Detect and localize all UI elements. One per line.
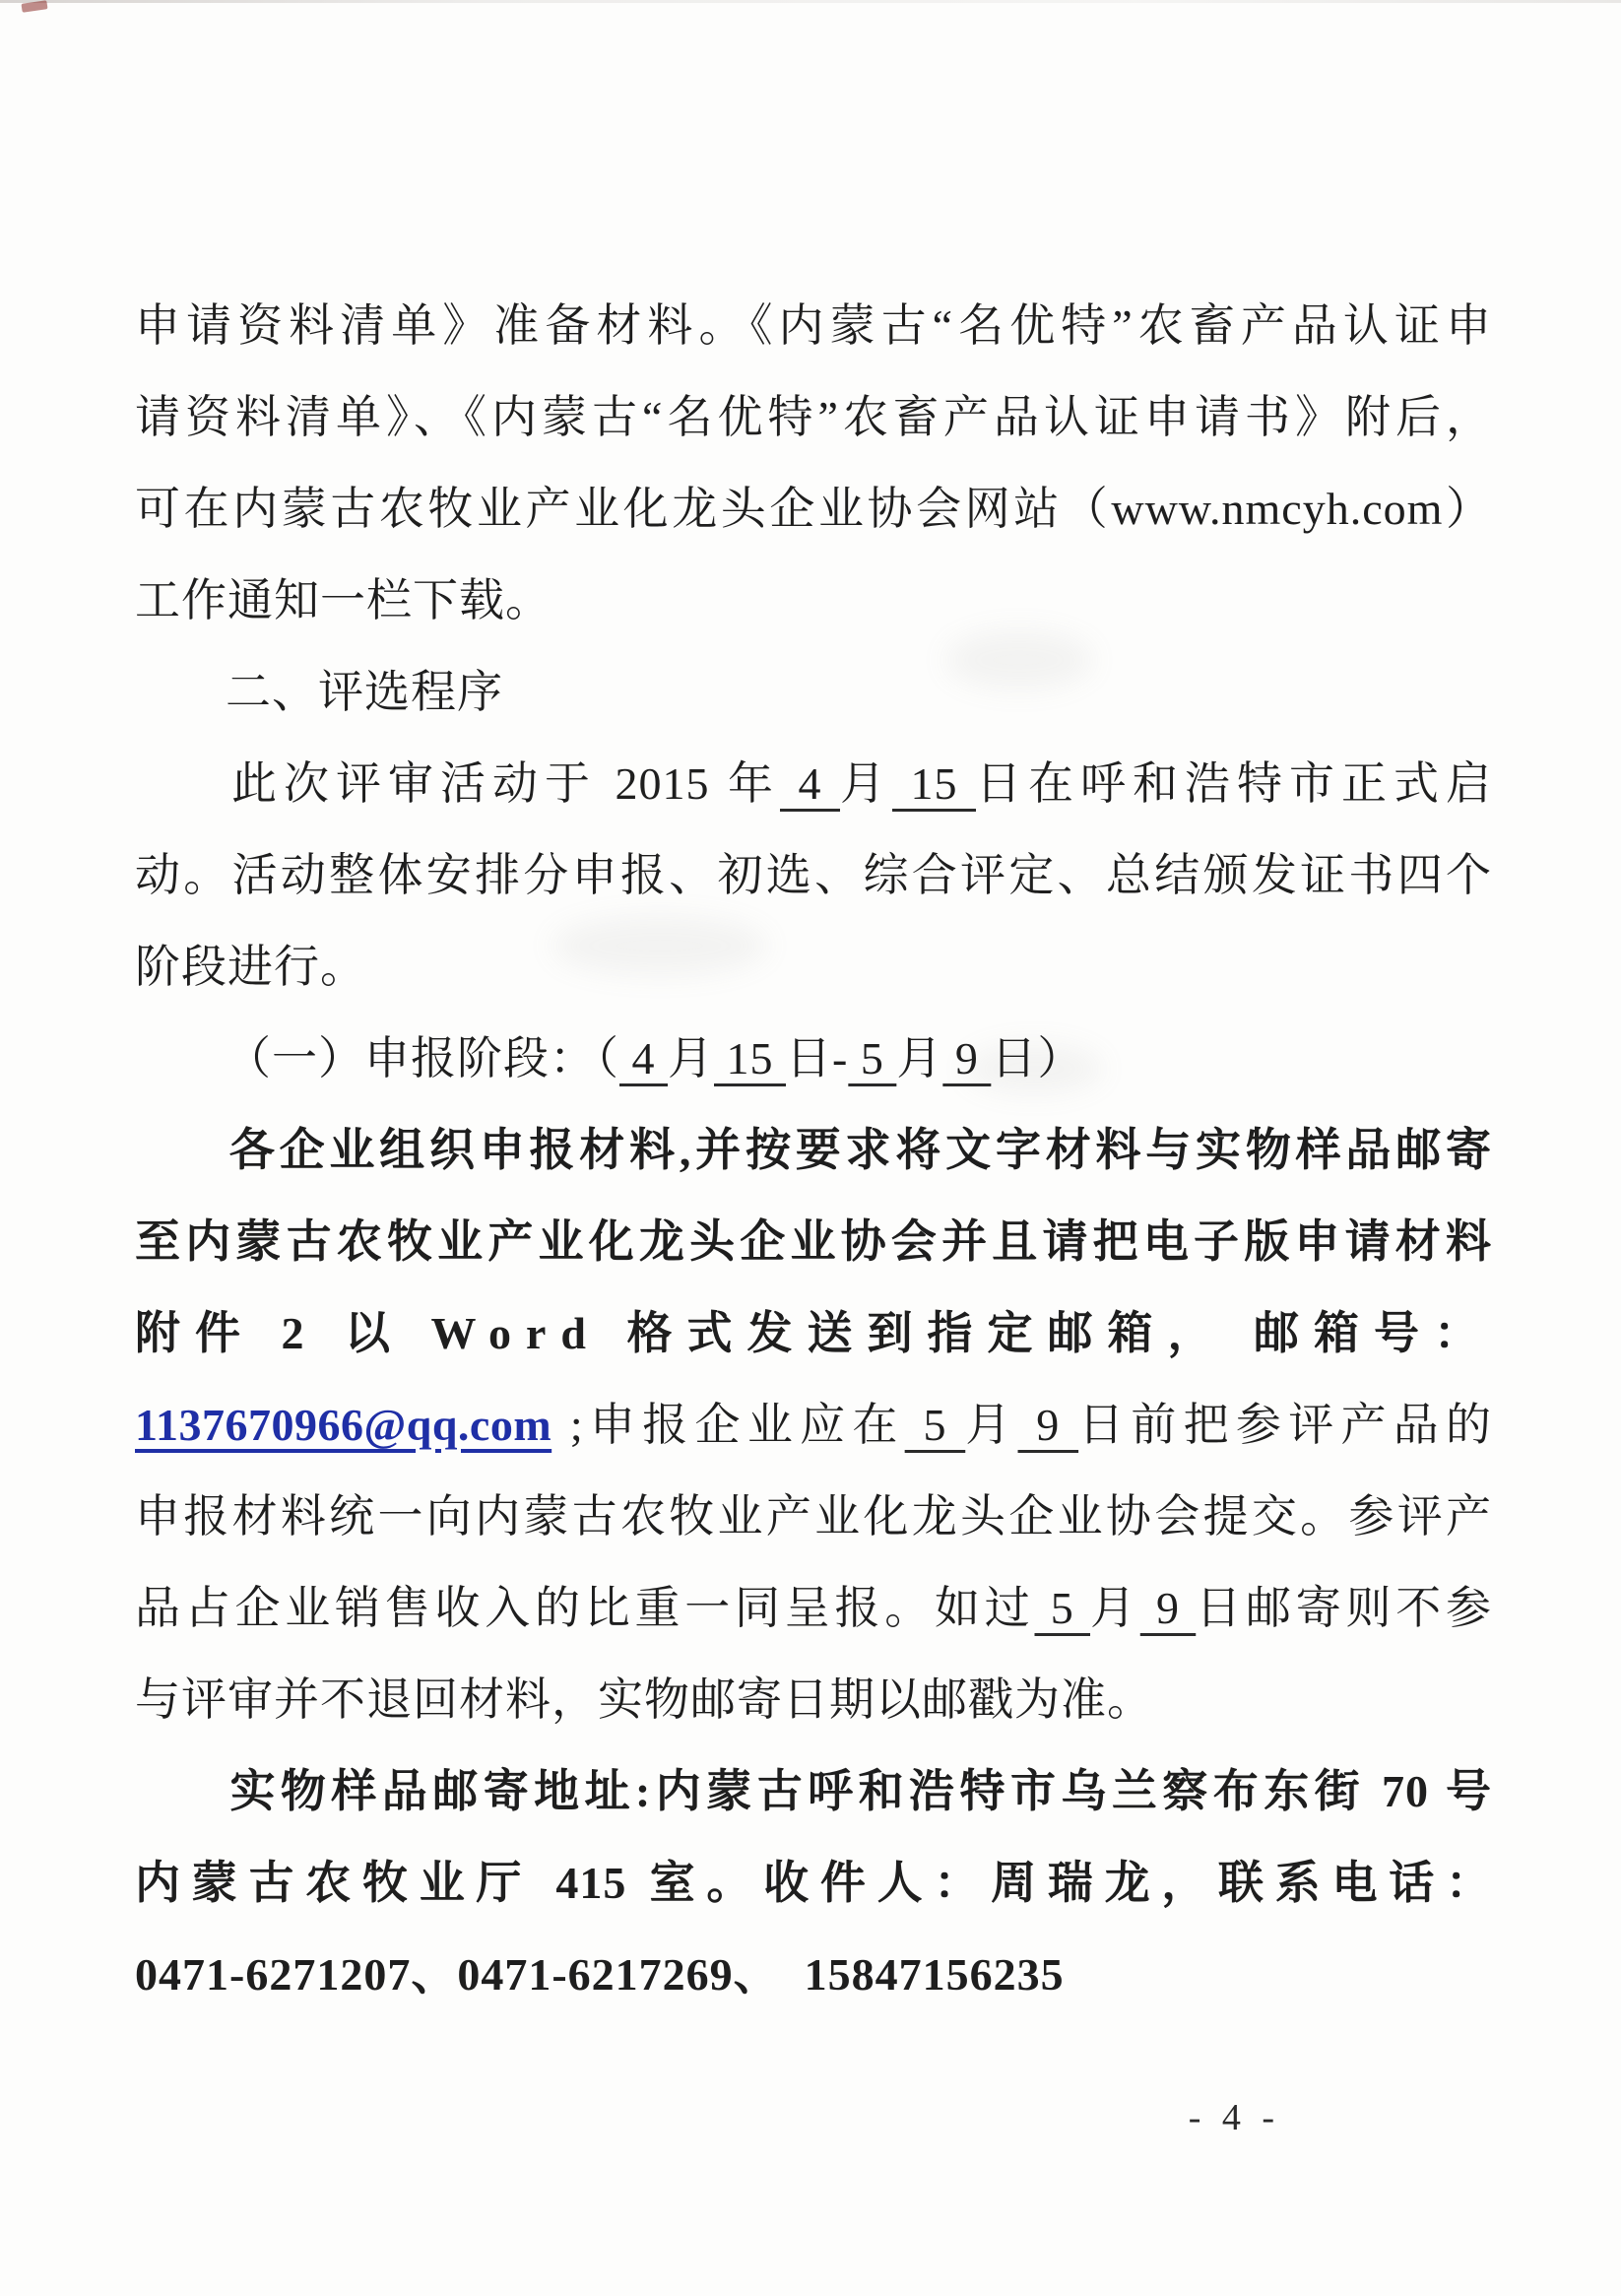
document-line — [135, 829, 1492, 921]
underlined-blank: 4 — [780, 758, 840, 809]
text-segment: 月 — [1090, 1583, 1140, 1633]
document-line — [135, 1196, 1492, 1287]
text-segment: 至内蒙古农牧业产业化龙头企业协会并且请把电子版申请材料 — [135, 1216, 1492, 1267]
underlined-blank: 15 — [714, 1033, 786, 1083]
text-segment: 日在呼和浩特市正式启 — [976, 758, 1492, 809]
text-segment: 日- — [786, 1033, 849, 1083]
document-line — [135, 1745, 1492, 1837]
text-segment: 月 — [896, 1033, 943, 1083]
document-line — [135, 1379, 1492, 1471]
text-segment: 动。活动整体安排分申报、初选、综合评定、总结颁发证书四个 — [135, 850, 1492, 900]
text-segment: 日邮寄则不参 — [1196, 1583, 1492, 1633]
text-segment: 与评审并不退回材料，实物邮寄日期以邮戳为准。 — [135, 1674, 1153, 1725]
text-segment: 实物样品邮寄地址:内蒙古呼和浩特市乌兰察布东街 70 号 — [226, 1766, 1492, 1816]
text-segment: 二、评选程序 — [226, 667, 503, 717]
text-segment: 申请资料清单》准备材料。《内蒙古“名优特”农畜产品认证申 — [135, 300, 1492, 351]
email-link[interactable]: 1137670966@qq.com — [135, 1400, 552, 1450]
text-segment: 各企业组织申报材料,并按要求将文字材料与实物样品邮寄 — [226, 1125, 1492, 1175]
text-segment: ;申报企业应在 — [551, 1400, 905, 1450]
text-segment: 可在内蒙古农牧业产业化龙头企业协会网站（www.nmcyh.com） — [135, 484, 1492, 534]
document-line — [135, 1929, 1492, 2020]
document-line — [135, 463, 1492, 555]
scan-edge-artifact — [0, 0, 1621, 3]
text-segment: 阶段进行。 — [135, 942, 366, 992]
text-segment: 日前把参评产品的 — [1078, 1400, 1493, 1450]
document-line — [135, 280, 1492, 371]
document-line — [135, 1837, 1492, 1929]
text-segment: 请资料清单》、《内蒙古“名优特”农畜产品认证申请书》附后， — [135, 392, 1492, 442]
document-line — [135, 1471, 1492, 1562]
text-segment: 日） — [991, 1033, 1084, 1083]
document-line — [135, 1654, 1492, 1745]
underlined-blank: 9 — [942, 1033, 992, 1083]
document-line — [135, 1013, 1492, 1104]
underlined-blank: 4 — [619, 1033, 668, 1083]
document-line — [135, 738, 1492, 829]
text-segment: （一）申报阶段：（ — [226, 1033, 619, 1083]
underlined-blank: 15 — [892, 758, 976, 809]
page-number: - 4 - — [1188, 2097, 1280, 2138]
text-segment: 工作通知一栏下载。 — [135, 575, 551, 625]
document-line — [135, 646, 1492, 738]
text-segment: 月 — [668, 1033, 714, 1083]
text-segment: 月 — [965, 1400, 1018, 1450]
document-line — [135, 1287, 1492, 1379]
underlined-blank: 9 — [1017, 1400, 1079, 1450]
text-segment: 附件 2 以 Word 格式发送到指定邮箱， 邮箱号： — [135, 1308, 1494, 1358]
underlined-blank: 5 — [904, 1400, 966, 1450]
document-content — [135, 280, 1492, 2020]
underlined-blank: 9 — [1139, 1583, 1197, 1633]
document-line — [135, 1562, 1492, 1654]
text-segment: 0471-6271207、0471-6217269、 15847156235 — [135, 1949, 1065, 2000]
document-line — [135, 555, 1492, 646]
document-line — [135, 921, 1492, 1013]
text-segment: 内蒙古农牧业厅 415 室。收件人：周瑞龙，联系电话： — [135, 1858, 1492, 1908]
document-line — [135, 371, 1492, 463]
text-segment: 月 — [840, 758, 892, 809]
text-segment: 申报材料统一向内蒙古农牧业产业化龙头企业协会提交。参评产 — [135, 1491, 1492, 1542]
underlined-blank: 5 — [1034, 1583, 1090, 1633]
text-segment: 品占企业销售收入的比重一同呈报。如过 — [135, 1583, 1035, 1633]
text-segment: 此次评审活动于 2015 年 — [226, 758, 780, 809]
document-line — [135, 1104, 1492, 1196]
underlined-blank: 5 — [848, 1033, 897, 1083]
